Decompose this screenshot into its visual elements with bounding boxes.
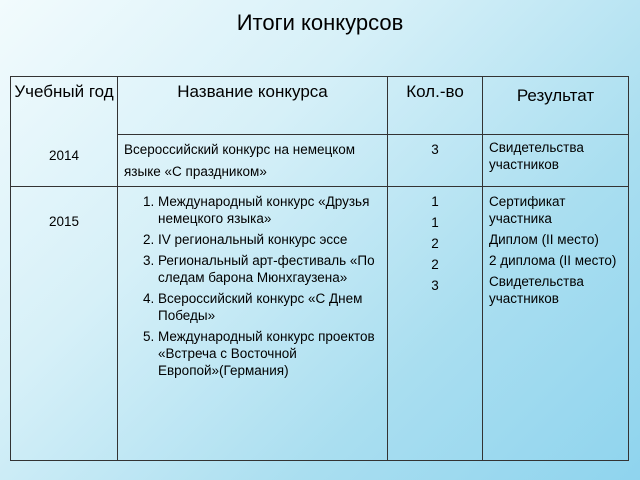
list-item: 5. Международный конкурс проектов «Встреча с Восточной Европой»(Германия) xyxy=(158,328,387,379)
header-count: Кол.-во xyxy=(406,82,464,101)
count-item: 1 xyxy=(431,215,439,230)
list-item: 4. Всероссийский конкурс «С Днем Победы» xyxy=(158,290,387,324)
contest-list xyxy=(118,193,387,379)
count-item: 2 xyxy=(431,257,439,272)
result-item: Диплом (II место) xyxy=(489,232,599,247)
header-year-cell xyxy=(11,77,118,187)
row-2015-contests-cell xyxy=(118,187,388,461)
result-item: Сертификат участника xyxy=(489,194,566,226)
list-item: 1. Международный конкурс «Друзья немецкого языка» xyxy=(158,193,387,227)
page-title: Итоги конкурсов xyxy=(236,10,404,35)
count-item: 2 xyxy=(431,236,439,251)
list-item: 2. IV региональный конкурс эссе xyxy=(158,231,387,248)
header-result: Результат xyxy=(516,86,595,105)
contest-results-table xyxy=(10,76,629,461)
year-2014: 2014 xyxy=(48,148,80,163)
row-2014-result-cell xyxy=(483,135,629,187)
header-name: Название конкурса xyxy=(177,82,328,101)
row-2015-year-cell xyxy=(11,187,118,461)
row-2014-count-cell xyxy=(388,135,483,187)
header-name-cell xyxy=(118,77,388,135)
row-2014-contest: Всероссийский конкурс на немецком языке «С праздником» xyxy=(124,142,356,179)
result-item: Свидетельства участников xyxy=(489,274,584,306)
row-2014-count: 3 xyxy=(431,142,439,157)
header-count-cell xyxy=(388,77,483,135)
header-year: Учебный год xyxy=(14,82,114,101)
row-2014-result: Свидетельства участников xyxy=(489,140,584,172)
result-item: 2 диплома (II место) xyxy=(489,253,617,268)
count-item: 1 xyxy=(431,194,439,209)
row-2014-contest-cell xyxy=(118,135,388,187)
year-2015: 2015 xyxy=(48,214,80,229)
count-item: 3 xyxy=(431,278,439,293)
row-2015-counts-cell xyxy=(388,187,483,461)
header-result-cell xyxy=(483,77,629,135)
row-2015-results-cell xyxy=(483,187,629,461)
list-item: 3. Региональный арт-фестиваль «По следам барона Мюнхгаузена» xyxy=(158,252,387,286)
